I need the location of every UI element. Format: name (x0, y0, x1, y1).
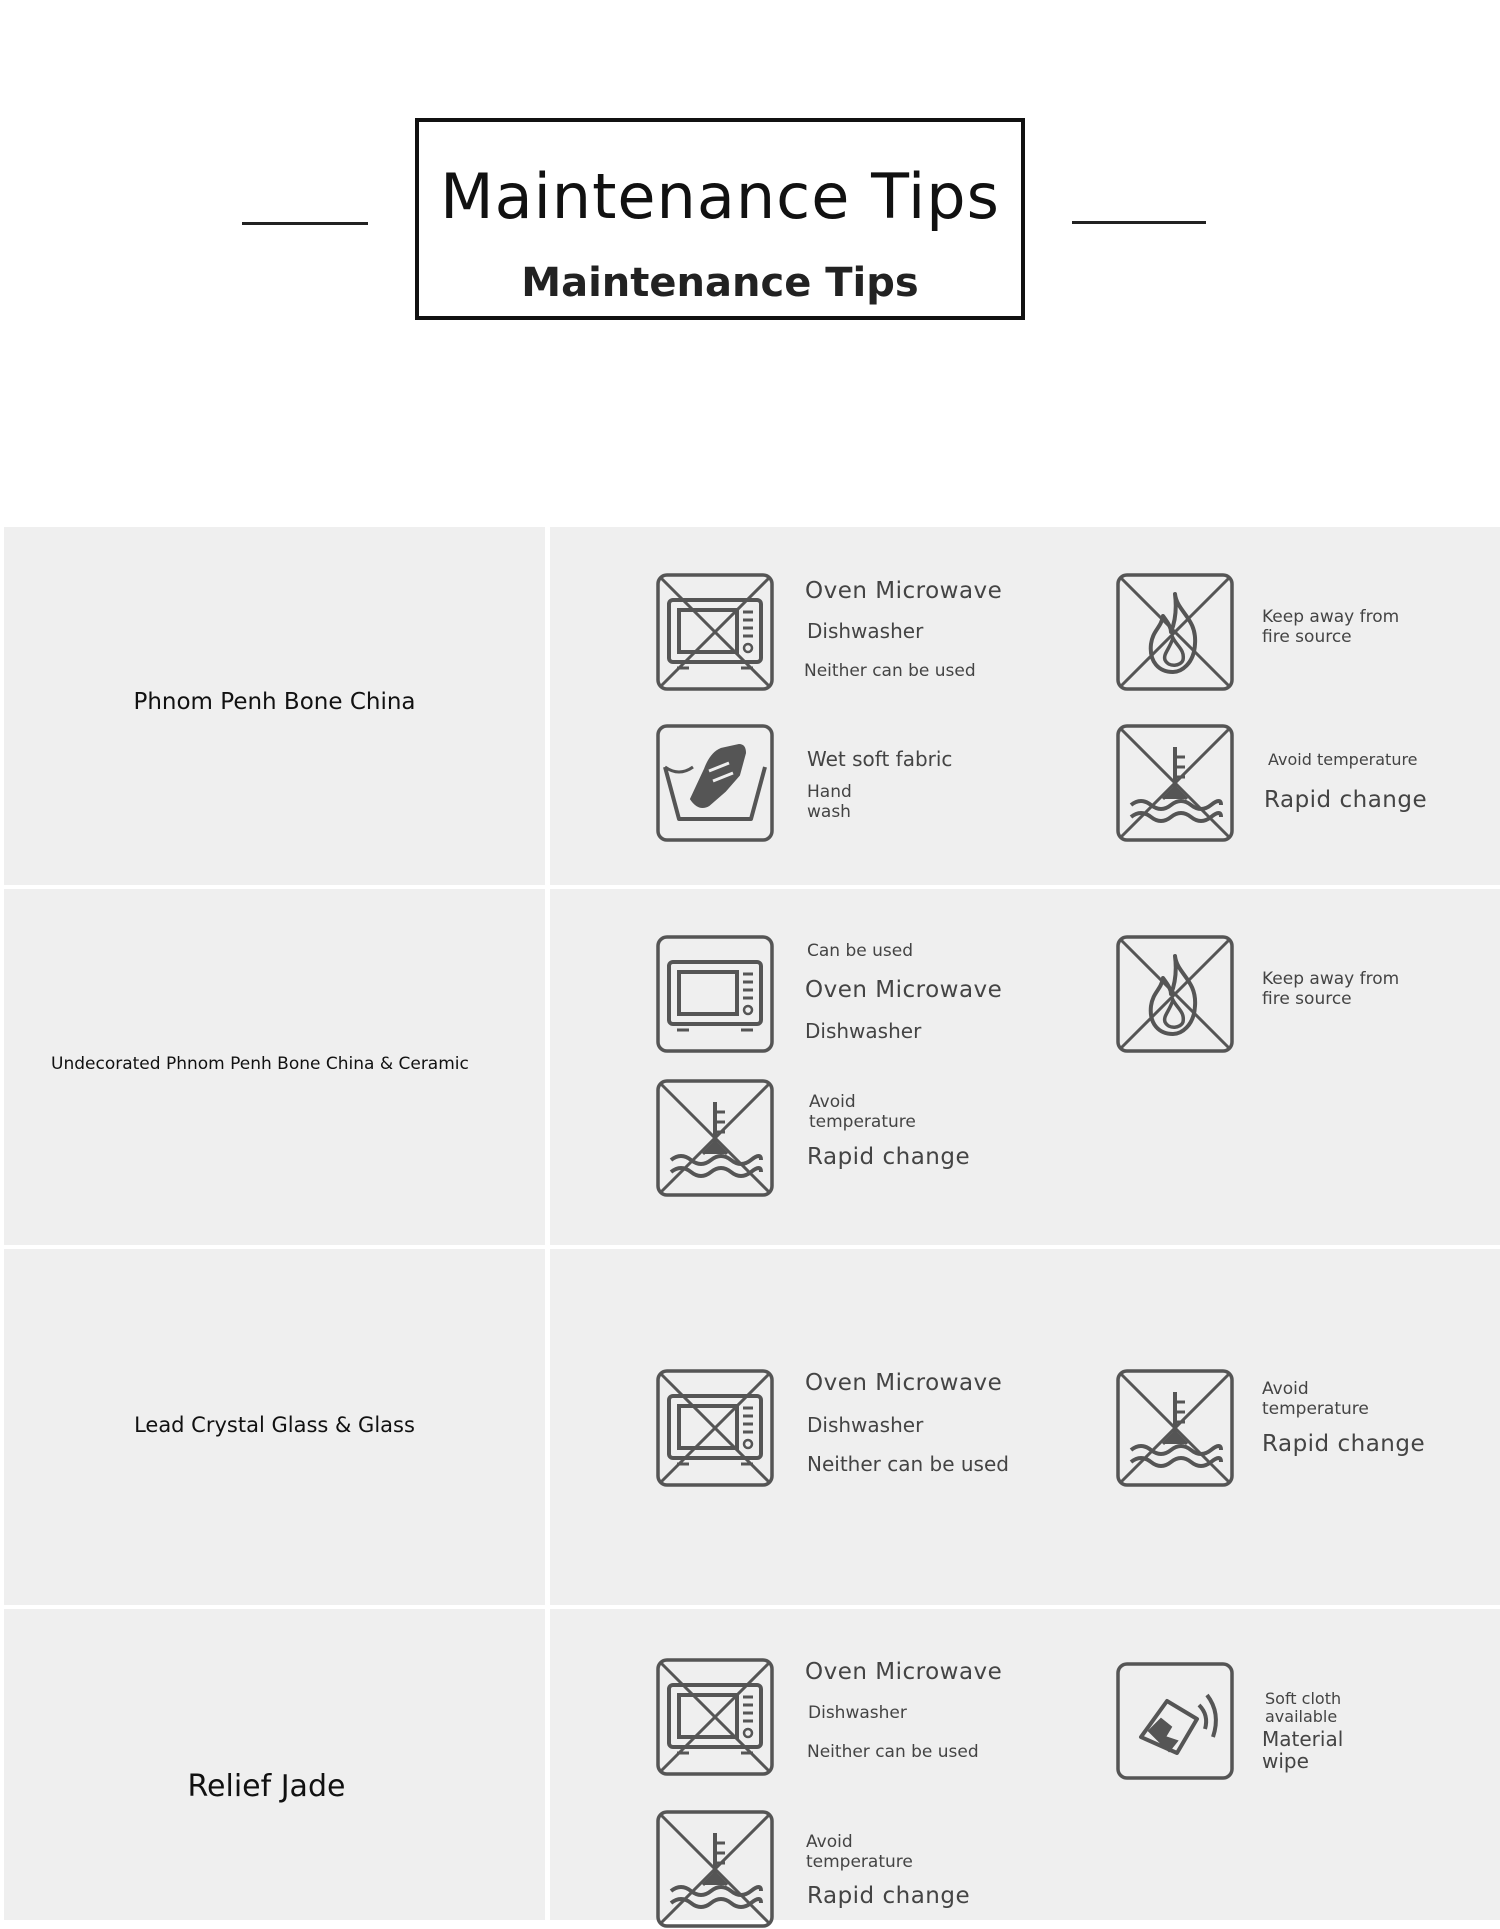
no-fire-icon (1115, 572, 1235, 692)
tip-line: Oven Microwave (805, 977, 1003, 1003)
tip-line: temperature (806, 1852, 913, 1872)
temperature-change-icon (1115, 723, 1235, 843)
tip-line: Avoid (809, 1092, 856, 1112)
tip-line: Rapid change (1264, 787, 1428, 813)
tip-line: Rapid change (807, 1883, 971, 1909)
tip-line: Can be used (807, 941, 914, 961)
tip-line: Dishwasher (807, 1413, 924, 1437)
tip-line: Keep away from (1262, 607, 1400, 627)
page-title: Maintenance Tips (440, 160, 1000, 233)
row-3-label-cell (4, 1249, 545, 1605)
temperature-change-icon (655, 1078, 775, 1198)
tip-line: Avoid (1262, 1379, 1309, 1399)
tip-line: Neither can be used (804, 661, 976, 681)
microwave-crossed-icon (655, 572, 775, 692)
hand-wash-icon (655, 723, 775, 843)
row-label: Undecorated Phnom Penh Bone China & Ceramic (51, 1054, 469, 1074)
tip-line: Oven Microwave (805, 1370, 1003, 1396)
row-label: Lead Crystal Glass & Glass (134, 1413, 415, 1437)
soft-cloth-wipe-icon (1115, 1661, 1235, 1781)
tip-line: Hand (807, 782, 852, 802)
tip-line: Material (1262, 1727, 1344, 1751)
page-subtitle: Maintenance Tips (521, 260, 919, 306)
temperature-change-icon (1115, 1368, 1235, 1488)
tip-line: Soft cloth (1265, 1689, 1342, 1708)
tip-line: Dishwasher (807, 619, 924, 643)
microwave-crossed-icon (655, 1368, 775, 1488)
row-label: Phnom Penh Bone China (133, 689, 416, 715)
tip-line: temperature (1262, 1399, 1369, 1419)
tip-line: Rapid change (807, 1144, 971, 1170)
header-title-box (415, 118, 1025, 320)
no-fire-icon (1115, 934, 1235, 1054)
tip-line: Dishwasher (808, 1703, 907, 1723)
tip-line: Keep away from (1262, 969, 1400, 989)
row-label: Relief Jade (187, 1769, 346, 1804)
row-4-tips-cell (550, 1609, 1500, 1920)
tip-line: wipe (1262, 1749, 1309, 1773)
microwave-icon (655, 934, 775, 1054)
tip-line: temperature (809, 1112, 916, 1132)
tip-line: Oven Microwave (805, 578, 1003, 604)
tip-line: Neither can be used (807, 1452, 1009, 1476)
tip-line: fire source (1262, 989, 1352, 1009)
row-2-tips-cell (550, 889, 1500, 1245)
tip-line: available (1265, 1707, 1338, 1726)
tip-line: Avoid temperature (1268, 750, 1418, 769)
tip-line: Dishwasher (805, 1019, 922, 1043)
row-1-label-cell (4, 527, 545, 885)
header-right-rule (1072, 221, 1206, 224)
temperature-change-icon (655, 1809, 775, 1929)
tip-line: fire source (1262, 627, 1352, 647)
tip-line: Avoid (806, 1832, 853, 1852)
microwave-crossed-icon (655, 1657, 775, 1777)
row-3-tips-cell (550, 1249, 1500, 1605)
tip-line: wash (807, 802, 851, 822)
tip-line: Oven Microwave (805, 1659, 1003, 1685)
header-left-rule (242, 222, 368, 225)
row-1-tips-cell (550, 527, 1500, 885)
row-4-label-cell (4, 1609, 545, 1920)
tip-line: Wet soft fabric (807, 747, 953, 771)
row-2-label-cell (4, 889, 545, 1245)
tip-line: Neither can be used (807, 1742, 979, 1762)
tip-line: Rapid change (1262, 1431, 1426, 1457)
